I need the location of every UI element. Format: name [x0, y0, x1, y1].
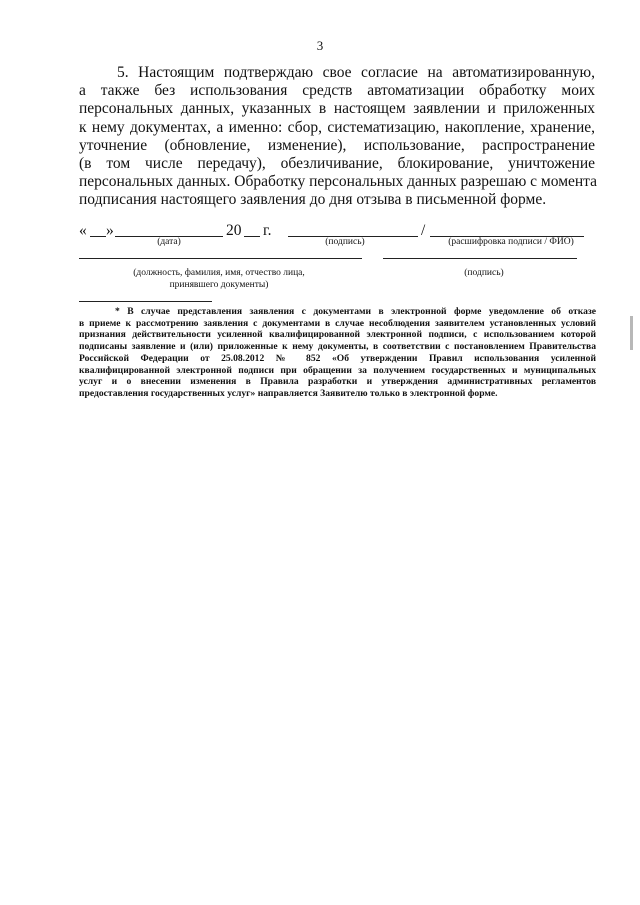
- consent-line: к нему документах, а именно: сбор, систематизацию, накопление, хранение,: [79, 118, 595, 136]
- consent-line: (в том числе передачу), обезличивание, блокирование, уничтожение: [79, 155, 595, 173]
- date-open-quote: «: [79, 222, 87, 239]
- date-label: (дата): [157, 237, 181, 247]
- signature-decoding-label: (расшифровка подписи / ФИО): [448, 237, 574, 247]
- page-number: 3: [316, 38, 324, 53]
- consent-paragraph: [79, 64, 598, 210]
- consent-line: уточнение (обновление, изменение), использование, распространение: [79, 136, 595, 154]
- scan-artifact: [630, 316, 633, 350]
- officer-position-label-continued: принявшего документы): [169, 280, 269, 290]
- consent-line: подписания настоящего заявления до дня отзыва в письменной форме.: [79, 191, 547, 209]
- consent-line: персональных данных. Обработку персональных данных разрешаю с момента: [79, 173, 598, 191]
- year-prefix: 20: [226, 222, 242, 239]
- date-close-quote: »: [106, 222, 114, 239]
- signature-label: (подпись): [325, 237, 365, 247]
- officer-signature-field[interactable]: [383, 258, 577, 259]
- footnote: [79, 306, 596, 400]
- consent-line: 5. Настоящим подтверждаю свое согласие на автоматизированную,: [117, 64, 595, 81]
- slash-separator: /: [421, 222, 426, 239]
- consent-line: а также без использования средств автоматизации обработку моих: [79, 82, 595, 100]
- year-field[interactable]: [244, 236, 260, 237]
- officer-position-label: (должность, фамилия, имя, отчество лица,: [133, 268, 305, 278]
- officer-signature-row: [79, 258, 595, 298]
- footnote-line: предоставления государственных услуг» направляется Заявителю только в электронной форме.: [79, 387, 498, 399]
- footnote-line: подписаны заявление и (или) приложенные к нему документы, в соответствии с постановлением Правительства: [79, 341, 596, 353]
- footnote-line: Российской Федерации от 25.08.2012 № 852 «Об утверждении Правил использования усиленной: [79, 352, 596, 364]
- footnote-line: * В случае представления заявления с документами в электронной форме уведомление об отказе: [115, 306, 596, 317]
- consent-line: персональных данных, указанных в настоящем заявлении и приложенных: [79, 100, 595, 118]
- footnote-divider: [79, 301, 212, 302]
- footnote-line: признания действительности усиленной квалифицированной электронной подписи, с использованием которой: [79, 329, 596, 341]
- year-suffix: г.: [263, 222, 272, 239]
- applicant-signature-row: [79, 222, 595, 252]
- officer-signature-label: (подпись): [464, 268, 504, 278]
- officer-position-field[interactable]: [79, 258, 362, 259]
- footnote-line: услуг и о внесении изменения в Правила разработки и утверждения административных регламентов: [79, 376, 596, 388]
- day-field[interactable]: [90, 236, 106, 237]
- footnote-line: квалифицированной электронной подписи при обращении за получением государственных и муниципальных: [79, 364, 596, 376]
- footnote-line: в приеме к рассмотрению заявления с документами в случае несоблюдения заявителем установленных условий: [79, 317, 596, 329]
